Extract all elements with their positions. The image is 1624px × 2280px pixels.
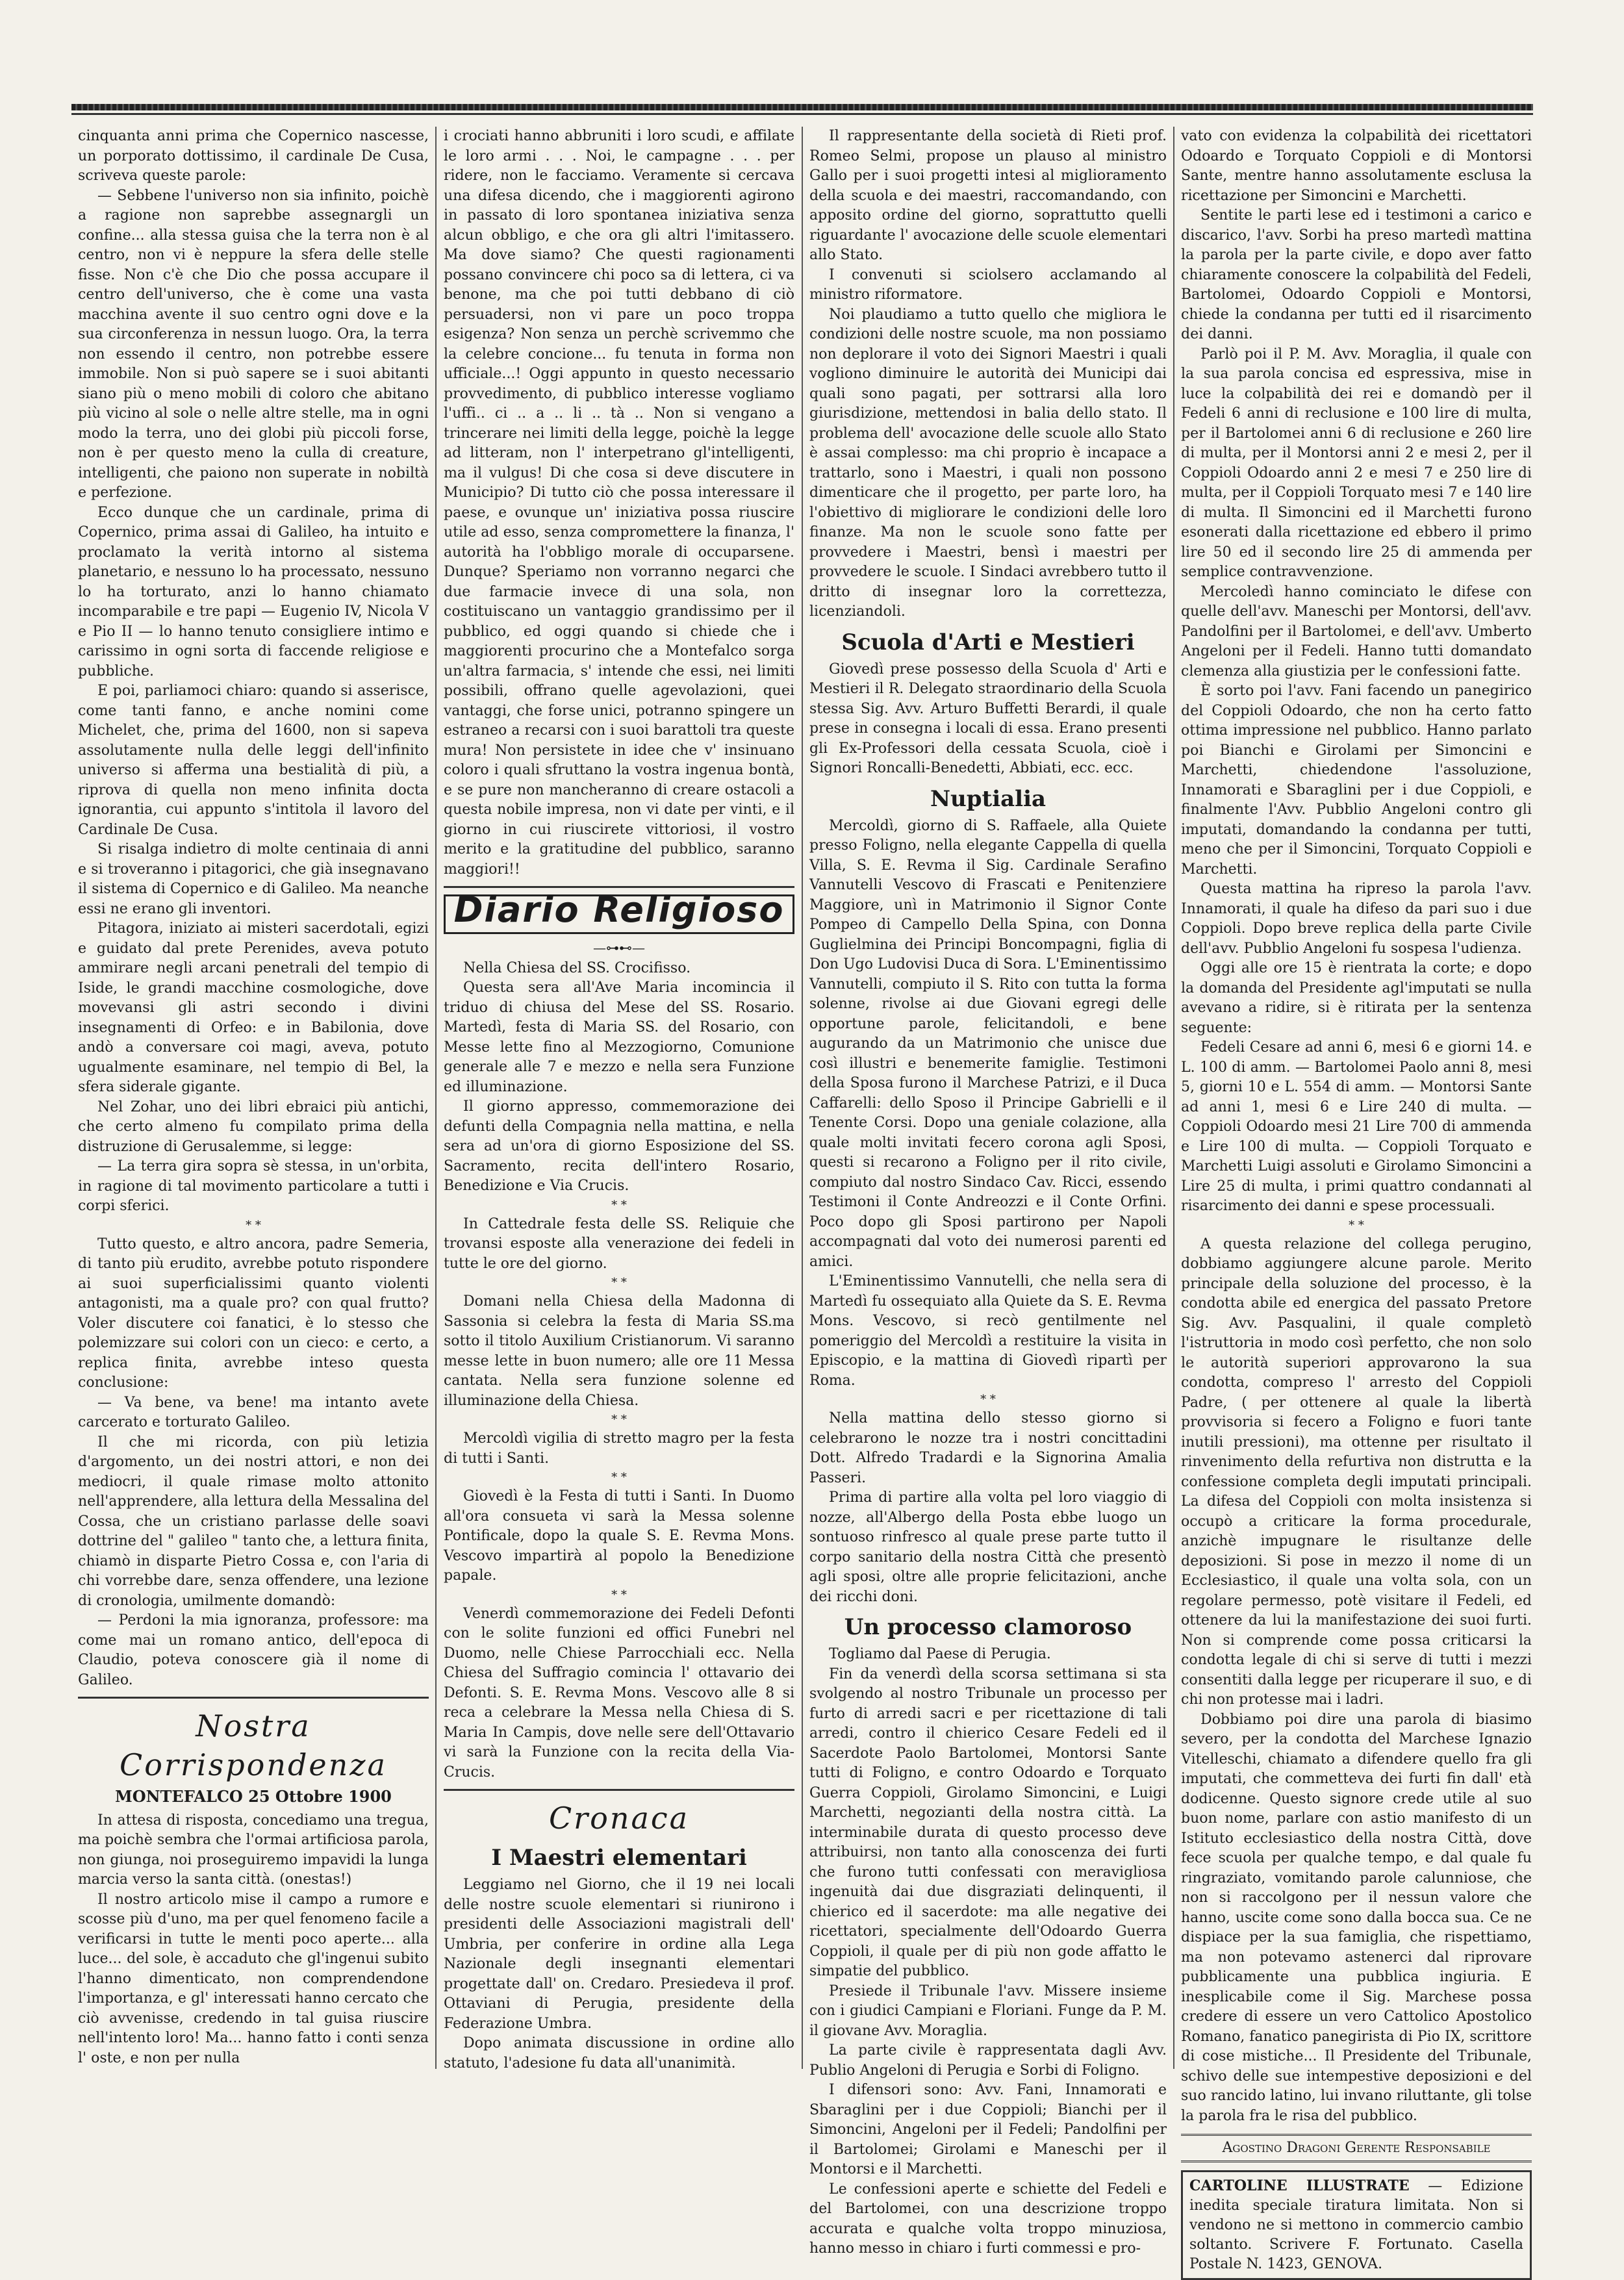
dateline: MONTEFALCO 25 Ottobre 1900 xyxy=(115,1787,392,1806)
paragraph: Fin da venerdì della scorsa settimana si sta svolgendo al nostro Tribunale un processo per furto di arredi sacri e per ricettazione di tali arredi, contro il chierico Cesare Fedeli ed il Sacerdote Paolo Bartolomei, Montorsi Sante tutti di Foligno, e contro Odoardo e Torquato Guerra Coppioli, Girolamo Simoncini, e Luigi Marchetti, negozianti della nostra città. La interminabile durata di questo processo deve attribuirsi, non tanto alla conoscenza dei furti che furono tutti confessati con meravigliosa ingenuità dai due disgraziati delinquenti, il chierico ed il sacerdote: ma alle negative dei ricettatori, specialmente dell'Odoardo Guerra Coppioli, il quale per di più non gode affatto le simpatie del pubblico. xyxy=(809,1666,1167,1979)
column-2 xyxy=(444,127,794,2095)
section-banner-diario xyxy=(444,889,794,934)
paragraph: i crociati hanno abbruniti i loro scudi, e affilate le loro armi . . . Noi, le campagne . . . per ridere, non le facciamo. Veramente si cercava una difesa dicendo, che i maggiorenti agirono in passato di loro spontanea iniziativa senza alcun obbligo, e che ora gli altri l'imitassero. Ma dove siamo? Che questi ragionamenti possano convincere chi poco sa di lettera, ci va benone, ma che poi tutti debbano di ciò persuadersi, non vi pare un poco troppa esigenza? Non senza un perchè scrivemmo che la celebre concione... fu tenuta in forma non ufficiale...! Oggi appunto in questo necessario provvedimento, di pubblico interesse vogliamo l'uffi.. ci .. a .. li .. tà .. Non si vengano a trincerare nei limiti della legge, poichè la legge ad litteram, non l' interpetrano gl'intelligenti, ma il vulgus! Di che cosa si deve discutere in Municipio? Di tutto ciò che possa interessare il paese, e ovunque un' iniziativa possa riuscire utile ad esso, senza compromettere la finanza, l' autorità ha l'obbligo morale di occuparsene. Dunque? Speriamo non vorranno negarci che due farmacie invece di una sola, non costituiscano un vantaggio grandissimo per il pubblico, ed oggi quando si chiede che i maggiorenti procurino che a Montefalco sorga un'altra farmacia, s' intende che essi, nei limiti possibili, offrano quelle agevolazioni, quei vantaggi, che forse unici, potranno spingere un estraneo a recarsi con i suoi barattoli tra queste mura! Non persistete in idee che v' insinuano coloro i quali sfruttano la vostra ingenua bontà, e se pure non mancheranno di creare ostacoli a questa nobile impresa, non vi date per vinti, e il giorno in cui riuscirete vittoriosi, il vostro merito e la gratitudine del pubblico, saranno maggiori!! xyxy=(444,128,794,878)
paragraph: Il rappresentante della società di Rieti prof. Romeo Selmi, propose un plauso al ministro Gallo per i suoi progetti intesi al miglioramento della scuola e dei maestri, raccomandando, con apposito ordine del giorno, soprattutto quelli riguardante l' avocazione delle scuole elementari allo Stato. xyxy=(809,128,1167,263)
paragraph: Fedeli Cesare ad anni 6, mesi 6 e giorni 14. e L. 100 di amm. — Bartolomei Paolo anni 8, mesi 5, giorni 10 e L. 554 di amm. — Montorsi Sante ad anni 1, mesi 6 e Lire 240 di multa. — Coppioli Odoardo mesi 21 Lire 700 di ammenda e Lire 100 di multa. — Coppioli Torquato e Marchetti Luigi assoluti e Girolamo Simoncini a Lire 25 di multa, i primi quattro condannati al risarcimento dei danni e spese processuali. xyxy=(1181,1039,1532,1214)
section-rule xyxy=(444,886,794,888)
section-rule xyxy=(444,1789,794,1791)
paragraph: Prima di partire alla volta pel loro viaggio di nozze, all'Albergo della Posta ebbe luogo un sontuoso rinfresco al quale prese parte tutto il corpo sanitario della nostra Città che presentò agli sposi, oltre alle proprie felicitazioni, anche dei ricchi doni. xyxy=(809,1489,1167,1605)
article-title-maestri: I Maestri elementari xyxy=(491,1845,747,1871)
article-title-processo: Un processo clamoroso xyxy=(844,1614,1132,1640)
section-title-diario: Diario Religioso xyxy=(453,889,785,930)
paragraph: E poi, parliamoci chiaro: quando si asserisce, come tanti fanno, e anche nomini come Michelet, che, prima del 1600, non si sapeva assolutamente nulla delle leggi dell'infinito universo si afferma una bestialità di più, a riprova di quella non meno infinita docta ignorantia, cui appunto s'intitola il lavoro del Cardinale De Cusa. xyxy=(78,683,429,838)
paragraph: Mercoledì hanno cominciato le difese con quelle dell'avv. Maneschi per Montorsi, dell'avv. Pandolfini per il Bartolomei, e dell'avv. Umberto Angeloni per il Fedeli. Hanno tutti domandato clemenza alla giustizia per le confessioni fatte. xyxy=(1181,583,1532,679)
asterism: * * xyxy=(980,1393,996,1406)
paragraph: Pitagora, iniziato ai misteri sacerdotali, egizi e guidato dal prete Perenides, aveva potuto ammirare negli arcani penetrali del tempio di Iside, le grandi macchine cosmologiche, dove movevansi gli astri secondo i divini insegnamenti di Orfeo: e in Babilonia, dove andò a conversare coi magi, aveva, potuto ugualmente esaminare, nel tempio di Bel, la sfera siderale gigante. xyxy=(78,920,429,1095)
column-divider xyxy=(435,127,437,2069)
asterism: * * xyxy=(611,1276,627,1289)
advertisement xyxy=(1181,2170,1532,2280)
paragraph: Noi plaudiamo a tutto quello che migliora le condizioni delle nostre scuole, ma non possiamo non deplorare il voto dei Signori Maestri i quali vogliono diminuire le autorità dei Municipi dai quali sono pagati, per sottrarsi alla loro giurisdizione, mettendosi in balia dello stato. Il problema dell' avocazione delle scuole allo Stato è assai complesso: ma chi proprio è incapace a trattarlo, sono i Maestri, i quali non possono dimenticare che il progetto, per parte loro, ha l'obiettivo di migliorare le condizioni delle loro finanze. Ma non le scuole sono fatte per provvedere i Maestri, bensì i maestri per provvedere le scuole. I Sindaci avrebbero tutto il dritto di insegnar loro la correttezza, licenziandoli. xyxy=(809,306,1167,620)
ad-text: — Edizione inedita speciale tiratura limitata. Non si vendono ne si mettono in commercio cambio soltanto. Scrivere F. Fortunato. Casella Postale N. 1423, GENOVA. xyxy=(1189,2178,1523,2272)
asterism: * * xyxy=(1349,1218,1364,1232)
article-title-scuola: Scuola d'Arti e Mestieri xyxy=(841,629,1135,655)
paragraph: I difensori sono: Avv. Fani, Innamorati e Sbaraglini per i due Coppioli; Bianchi per il Simoncini, Angeloni per il Fedeli; Pandolfini per il Bartolomei; Girolami e Maneschi per il Montorsi e il Marchetti. xyxy=(809,2082,1167,2177)
paragraph: L'Eminentissimo Vannutelli, che nella sera di Martedì fu ossequiato alla Quiete da S. E. Revma Mons. Vescovo, si recò gentilmente nel pomeriggio del Mercoldì a restituire la visita in Episcopio, e la mattina di Giovedì ripartì per Roma. xyxy=(809,1273,1167,1389)
paragraph: In attesa di risposta, concediamo una tregua, ma poichè sembra che l'ormai artificiosa parola, non giunga, noi proseguiremo impavidi la lunga marcia verso la santa città. (onestas!) xyxy=(78,1812,429,1888)
paragraph: Dobbiamo poi dire una parola di biasimo severo, per la condotta del Marchese Ignazio Vitelleschi, chiamato a difendere quello fra gli imputati, che commetteva dei furti fin dall' età dodicenne. Questo signore crede utile al suo buon nome, parlare con astio manifesto di un Istituto ecclesiastico della nostra Città, dove fece scuola per qualche tempo, e dal quale fu ringraziato, vomitando parole calunniose, che non si raccolgono per il nessun valore che hanno, uscite come sono dalla bocca sua. Ce ne dispiace per la sua famiglia, che rispettiamo, ma non potevamo astenerci dal riprovare pubblicamente una pubblica ingiuria. E inesplicabile come il Sig. Marchese possa credere di essere un vero Cattolico Apostolico Romano, fanatico panegirista di Pio IX, scrittore di cose mistiche... Il Presidente del Tribunale, schivo delle sue intempestive deposizioni e del suo rancido latino, lui invano riluttante, gli tolse la parola fra le risa del pubblico. xyxy=(1181,1711,1532,2124)
ad-title: CARTOLINE ILLUSTRATE xyxy=(1189,2177,1410,2194)
paragraph: Questa sera all'Ave Maria incomincia il triduo di chiusa del Mese del SS. Rosario. Martedì, festa di Maria SS. del Rosario, con Messe lette fino al Mezzogiorno, Comunione generale alle 7 e mezzo e nella sera Funzione ed illuminazione. xyxy=(444,980,794,1095)
section-rule xyxy=(78,1697,429,1699)
paragraph: — Sebbene l'universo non sia infinito, poichè a ragione non saprebbe assegnargli un confine... alla stessa guisa che la terra non è al centro, non vi è neppure la sfera delle stelle fisse. Non c'è che Dio che possa accupare il centro dell'universo, che è come una vasta macchina avente il suo centro ogni dove e la sua circonferenza in nessun luogo. Ora, la terra non essendo il centro, non potrebbe essere immobile. Non si può sapere se i suoi abitanti siano più o meno mobili di coloro che abitano più vicino al sole o nelle altre stelle, ma in ogni modo la terra, uno dei globi più piccoli forse, non è per questo meno la culla di creature, intelligenti, che paiono non superate in nobiltà e perfezione. xyxy=(78,187,429,501)
paragraph: La parte civile è rappresentata dagli Avv. Publio Angeloni di Perugia e Sorbi di Foligno. xyxy=(809,2042,1167,2079)
paragraph: Leggiamo nel Giorno, che il 19 nei locali delle nostre scuole elementari si riunirono i presidenti delle Associazioni magistrali dell' Umbria, per conferire in ordine alla Lega Nazionale degli insegnanti elementari progettate dall' on. Credaro. Presiedeva il prof. Ottaviani di Perugia, presidente della Federazione Umbra. xyxy=(444,1877,794,2032)
paragraph: Mercoldì vigilia di stretto magro per la festa di tutti i Santi. xyxy=(444,1430,794,1467)
paragraph: Il nostro articolo mise il campo a rumore e scosse più d'uno, ma per quel fenomeno facile a verificarsi in tutte le menti poco aperte... alla luce... del sole, è accaduto che gl'ingenui subito l'hanno dimenticato, non comprendendone l'importanza, e gl' interessati hanno cercato che ciò avvenisse, credendo in tal guisa riuscire nell'intento loro! Ma... hanno fatto i conti senza l' oste, e non per nulla xyxy=(78,1891,429,2066)
top-rule xyxy=(71,104,1533,110)
signature: Agostino Dragoni Gerente Responsabile xyxy=(1181,2134,1532,2162)
asterism: * * xyxy=(246,1218,261,1232)
paragraph: È sorto poi l'avv. Fani facendo un panegirico del Coppioli Odoardo, che non ha certo fatto ottima impressione nel pubblico. Hanno parlato poi Bianchi e Girolami per Simoncini e Marchetti, chiedendone l'assoluzione, Innamorati e Sbaraglini per i due Coppioli, e finalmente l'Avv. Pubblio Angeloni contro gli imputati, domandando la condanna per tutti, meno che per il Simoncini, Torquato Coppioli e Marchetti. xyxy=(1181,683,1532,878)
asterism: * * xyxy=(611,1198,627,1212)
paragraph: Oggi alle ore 15 è rientrata la corte; e dopo la domanda del Presidente agl'imputati se nulla avevano a ridire, si è ritirata per la sentenza seguente: xyxy=(1181,960,1532,1036)
paragraph: Ecco dunque che un cardinale, prima di Copernico, prima assai di Galileo, ha intuito e proclamato la verità intorno al sistema planetario, e nessuno lo ha processato, nessuno lo ha torturato, anzi lo hanno chiamato incomparabile e tre papi — Eugenio IV, Nicola V e Pio II — lo hanno tenuto consigliere intimo e carissimo in ogni sorta di faccende religiose e pubbliche. xyxy=(78,504,429,679)
column-divider xyxy=(802,127,803,2069)
paragraph: Presiede il Tribunale l'avv. Missere insieme con i giudici Campiani e Floriani. Funge da P. M. il giovane Avv. Moraglia. xyxy=(809,1982,1167,2039)
column-4 xyxy=(1181,127,1532,2272)
paragraph: Venerdì commemorazione dei Fedeli Defonti con le solite funzioni ed offici Funebri nel Duomo, nelle Chiese Parrocchiali ecc. Nella Chiesa del Suffragio comincia l' ottavario dei Defonti. S. E. Revma Mons. Vescovo alle 8 si reca a celebrare la Messa nella Chiesa di S. Maria In Campis, dove nelle sere dell'Ottavario vi sarà la Funzione con la recita della Via-Crucis. xyxy=(444,1605,794,1780)
paragraph: vato con evidenza la colpabilità dei ricettatori Odoardo e Torquato Coppioli e di Montorsi Sante, mentre hanno assolutamente esclusa la ricettazione per Simoncini e Marchetti. xyxy=(1181,128,1532,204)
paragraph: Il giorno appresso, commemorazione dei defunti della Compagnia nella mattina, e nella sera ad un'ora di giorno Esposizione del SS. Sacramento, recita dell'intero Rosario, Benedizione e Via Crucis. xyxy=(444,1098,794,1194)
asterism: * * xyxy=(611,1471,627,1484)
paragraph: — Va bene, va bene! ma intanto avete carcerato e torturato Galileo. xyxy=(78,1394,429,1430)
paragraph: A questa relazione del collega perugino, dobbiamo aggiungere alcune parole. Merito principale della soluzione del processo, è la condotta abile ed energica del passato Pretore Sig. Avv. Pasqualini, il quale completò l'istruttoria in modo così perfetto, che non solo le autorità superiori approvarono la sua condotta, compreso l' arresto del Coppioli Padre, ( per ottenere al quale la libertà provvisoria si fecero a Foligno e fuori tante inutili pressioni), ma ottenne per risultato il rinvenimento della refurtiva non distrutta e la confessione completa degli imputati principali. La difesa del Coppioli con molta insistenza si occupò a criticare la forma procedurale, anzichè impugnare le risultanze delle deposizioni. Si pose in mezzo il nome di un Ecclesiastico, il quale una volta sola, con un regolare permesso, potè visitare il Fedeli, ed ottenere da lui la manifestazione dei suoi furti. Non si comprende come possa criticarsi la condotta legale di chi si serve di tutti i mezzi consentiti dalla legge per ricuperare il suo, e di chi non protesse mai i ladri. xyxy=(1181,1235,1532,1708)
ornament: —⊶⊷— xyxy=(593,939,645,956)
paragraph: Mercoldì, giorno di S. Raffaele, alla Quiete presso Foligno, nella elegante Cappella di quella Villa, S. E. Revma il Sig. Cardinale Serafino Vannutelli Vescovo di Frascati e Penitenziere Maggiore, unì in Matrimonio il Signor Conte Pompeo di Campello Della Spina, con Donna Guglielmina dei Principi Boncompagni, figlia di Don Ugo Ludovisi Duca di Sora. L'Eminentissimo Vannutelli, compiuto il S. Rito con tutta la forma solenne, rivolse ai due Giovani egregi delle opportune parole, felicitandoli, e bene augurando da un Matrimonio che unisce due così illustri e benemerite famiglie. Testimoni della Sposa furono il Marchese Patrizi, e il Duca Caffarelli: dello Sposo il Principe Gabrielli e il Tenente Corsi. Dopo una geniale colazione, alla quale molti invitati fecero corona agli Sposi, questi si recarono a Foligno per il rito civile, compiuto dal nostro Sindaco Cav. Ricci, essendo Testimoni il Conte Andreozzi e il Conte Orfini. Poco dopo gli Sposi partirono per Napoli accompagnati dal voto dei numerosi parenti ed amici. xyxy=(809,817,1167,1270)
paragraph: cinquanta anni prima che Copernico nascesse, un porporato dottissimo, il cardinale De Cusa, scriveva queste parole: xyxy=(78,128,429,184)
paragraph: Tutto questo, e altro ancora, padre Semeria, di tanto più erudito, avrebbe potuto rispondere ai suoi superficialissimi quanto violenti antagonisti, ma a quale pro? con qual frutto? Voler discutere coi fanatici, è lo stesso che polemizzare sui colori con un cieco: e certo, a replica finita, avrebbe inteso questa conclusione: xyxy=(78,1235,429,1391)
paragraph: — La terra gira sopra sè stessa, in un'orbita, in ragione di tal movimento particolare a tutti i corpi sferici. xyxy=(78,1158,429,1214)
section-title-corrispondenza: Nostra Corrispondenza xyxy=(120,1708,387,1782)
paragraph: Giovedì prese possesso della Scuola d' Arti e Mestieri il R. Delegato straordinario della Scuola stessa Sig. Avv. Arturo Buffetti Berardi, il quale prese in consegna i locali di essa. Erano presenti gli Ex-Professori della cessata Scuola, cioè i Signori Roncalli-Benedetti, Abbiati, ecc. ecc. xyxy=(809,661,1167,776)
paragraph: In Cattedrale festa delle SS. Reliquie che trovansi esposte alla venerazione dei fedeli in tutte le ore del giorno. xyxy=(444,1215,794,1272)
paragraph: Nel Zohar, uno dei libri ebraici più antichi, che certo almeno fu compilato prima della distruzione di Gerusalemme, si legge: xyxy=(78,1098,429,1155)
paragraph: Parlò poi il P. M. Avv. Moraglia, il quale con la sua parola concisa ed espressiva, mise in luce la colpabilità dei rei e domandò per il Fedeli 6 anni di reclusione e 100 lire di multa, per il Bartolomei anni 6 di reclusione e 260 lire di multa, per il Montorsi anni 2 e mesi 2, per il Coppioli Odoardo anni 2 e mesi 7 e 250 lire di multa, per il Coppioli Torquato mesi 7 e 140 lire di multa. Il Simoncini ed il Marchetti furono esonerati dalla ricettazione ed ebbero il primo lire 50 ed il secondo lire 25 di ammenda per semplice contravvenzione. xyxy=(1181,346,1532,580)
paragraph: Il che mi ricorda, con più letizia d'argomento, un dei nostri attori, e non dei mediocri, il quale rimase molto attonito nell'apprendere, alla lettura della Messalina del Cossa, che un cristiano parlasse delle soavi dottrine del " galileo " tanto che, a lettura finita, chiamò in disparte Pietro Cossa e, con l'aria di chi vorrebbe dare, senza offendere, una lezione di cronologia, umilmente domandò: xyxy=(78,1434,429,1609)
column-3 xyxy=(809,127,1167,2257)
paragraph: Giovedì è la Festa di tutti i Santi. In Duomo all'ora consueta vi sarà la Messa solenne Pontificale, dopo la quale S. E. Revma Mons. Vescovo impartirà al popolo la Benedizione papale. xyxy=(444,1488,794,1584)
paragraph: Nella mattina dello stesso giorno si celebrarono le nozze tra i nostri concittadini Dott. Alfredo Tradardi e la Signorina Amalia Passeri. xyxy=(809,1410,1167,1486)
paragraph: I convenuti si sciolsero acclamando al ministro riformatore. xyxy=(809,266,1167,303)
paragraph: Questa mattina ha ripreso la parola l'avv. Innamorati, il quale ha difeso da pari suo i due Coppioli. Dopo breve replica della parte Civile dell'avv. Pubblio Angeloni fu sospesa l'udienza. xyxy=(1181,881,1532,957)
column-1 xyxy=(78,127,429,2095)
paragraph: Nella Chiesa del SS. Crocifisso. xyxy=(463,959,691,976)
article-title-nuptialia: Nuptialia xyxy=(930,785,1047,812)
top-rule-thin xyxy=(71,113,1533,115)
asterism: * * xyxy=(611,1588,627,1602)
paragraph: Le confessioni aperte e schiette del Fedeli e del Bartolomei, con una descrizione troppo accurata e qualche volta troppo minuziosa, hanno messo in chiaro i furti commessi e pro- xyxy=(809,2181,1167,2257)
paragraph: Sentite le parti lese ed i testimoni a carico e discarico, l'avv. Sorbi ha preso martedì mattina la parola per la parte civile, e dopo aver fatto chiaramente conoscere la colpabilità del Fedeli, Bartolomei, Odoardo Coppioli e Montorsi, chiede la condanna per tutti ed il risarcimento dei danni. xyxy=(1181,207,1532,342)
paragraph: Domani nella Chiesa della Madonna di Sassonia si celebra la festa di Maria SS.ma sotto il titolo Auxilium Cristianorum. Vi saranno messe lette in buon numero; alle ore 11 Messa cantata. Nella sera funzione solenne ed illuminazione della Chiesa. xyxy=(444,1293,794,1409)
paragraph: Si risalga indietro di molte centinaia di anni e si troveranno i pitagorici, che già insegnavano il sistema di Copernico e di Galileo. Ma neanche essi ne erano gli inventori. xyxy=(78,841,429,917)
column-divider xyxy=(1173,127,1174,2069)
asterism: * * xyxy=(611,1413,627,1426)
section-title-cronaca: Cronaca xyxy=(548,1801,690,1836)
paragraph: Togliamo dal Paese di Perugia. xyxy=(829,1646,1051,1662)
paragraph: — Perdoni la mia ignoranza, professore: ma come mai un romano antico, dell'epoca di Claudio, poteva conoscere già il nome di Galileo. xyxy=(78,1612,429,1688)
paragraph: Dopo animata discussione in ordine allo statuto, l'adesione fu data all'unanimità. xyxy=(444,2035,794,2071)
